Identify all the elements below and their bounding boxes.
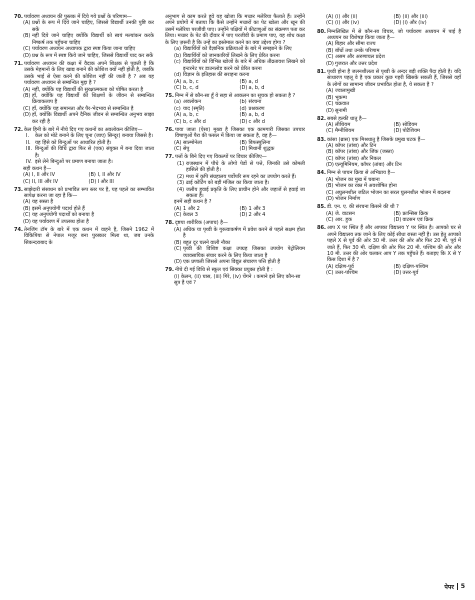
option-label: (D) <box>239 84 248 91</box>
option-label: (A) <box>326 210 334 217</box>
question-number: 77. <box>165 154 174 161</box>
option-label: (B) <box>239 205 247 212</box>
option-text: विज्ञान के इतिहास की सराहना करना <box>183 72 250 79</box>
option-label: (A) <box>23 172 31 179</box>
option-text: I, II और IV <box>97 172 121 179</box>
question-block <box>165 127 305 153</box>
option-text: भोजन का रक्त में अवशोषित होना <box>335 183 397 190</box>
option-label: (C) <box>326 155 334 162</box>
option-text: यह पर्यावरण में उपलब्ध होता है <box>32 218 89 225</box>
option-label: IV. <box>26 159 32 166</box>
option-text: पृथ्वी की विशिष्ट कक्षा उपग्रह जिसका उपयोग पेट्रोलियम व्यावसायिक संचार करने के लिए किया जाता है <box>183 246 305 259</box>
option-label: (b) <box>239 99 247 106</box>
option-row <box>165 227 305 240</box>
question-header <box>14 61 154 87</box>
question-text: नीचे दी गई विधि से स्कूल एवं सिक्का प्रयुक्त होती है : <box>175 267 273 274</box>
option-text: ज्वालामुखी <box>335 88 356 95</box>
option-label: (D) <box>393 128 402 135</box>
option-cell <box>240 85 306 91</box>
question-text: पाया जाता (ऐसा) मुख्य है जिसका एक कामगारी जिसका उपचार विषाणुओं पैरा की फसल में किया जा सकता है, वह है— <box>175 126 305 140</box>
question-text: साझेदारी संसाधन को प्रभावित रूप स्तर पर है, यह पहले का सम्भावित सापेक्ष करना जा रहा है कि— <box>24 186 154 200</box>
question-header <box>14 187 154 200</box>
option-label: (D) <box>239 146 248 153</box>
option-label: (D) <box>326 196 334 203</box>
option-label: (D) <box>393 20 402 27</box>
option-text: वाटसन एवं क्रिक <box>402 217 434 224</box>
option-text: b, c, d <box>183 84 199 91</box>
question-block <box>317 170 461 202</box>
page-number: 5 <box>460 583 465 590</box>
option-label: (C) <box>326 54 334 61</box>
option-text: (i) और (ii) <box>335 14 358 20</box>
option-text: प्रश्नकरण <box>248 105 265 112</box>
option-text: फ्रान्सिस क्रिक <box>402 210 429 217</box>
option-text: बिन्दुओं की विधि द्वारा फिर से (एक) संयुक्त में बना दिया जाता है। <box>35 146 154 159</box>
option-label: (b) <box>174 52 182 59</box>
question-block <box>165 220 305 265</box>
option-label: (d) <box>239 105 247 112</box>
option-label: (B) <box>239 78 247 85</box>
question-number: 86. <box>317 225 326 232</box>
option-text: केल को मोटे बनाने के लिए चूना (जाए) सिन्दूर) बनाया जिससे है। <box>35 133 153 140</box>
option-text: प्रश्न के रूप में स्पष्ट किये जाने चाहिए, जिससे विद्यार्थी याद कर सकें <box>32 52 154 59</box>
option-text: I, II और IV <box>32 172 56 179</box>
option-text: हाँ, क्योंकि यह विद्यार्थी की शिक्षणों के जीवन से सम्बन्धित क्रियाकलाप है <box>32 93 154 106</box>
question-number: 73. <box>14 186 23 193</box>
option-text: एल्यूमिनियम, कॉपर (तांबा) और टिन <box>335 162 402 169</box>
option-text: हाँ, क्योंकि यह समानता और पैर-भेदभाव से सम्बन्धित है <box>32 105 134 112</box>
option-label: (B) <box>393 263 401 270</box>
option-text: केवल 3 <box>183 212 198 219</box>
option-cell <box>240 146 306 152</box>
option-label: (A) <box>326 142 334 149</box>
option-label: (A) <box>326 14 334 20</box>
option-label: (B) <box>326 149 334 156</box>
option-grid <box>317 122 461 135</box>
option-text: उत्तर-पूर्व <box>402 270 419 277</box>
option-text: a, b, d <box>248 84 265 91</box>
option-row <box>14 33 154 46</box>
option-text: मिथानी शुद्धक <box>248 146 275 153</box>
question-text: निम्नलिखित में से कौन-सा विचार, जो पर्यावरण अध्ययन में पाई है अध्ययन का विशेषज्ञ किया जाता है— <box>327 28 461 41</box>
option-text: a, b, c <box>183 112 199 119</box>
option-label: II. <box>26 139 31 146</box>
option-text: बहुत दूर चलने वाली नौका <box>183 239 231 246</box>
question-block <box>317 29 461 68</box>
option-text: इसमें अनुपयोगी पदार्थ होते हैं <box>32 205 85 212</box>
option-row <box>14 53 154 59</box>
option-cell <box>174 85 240 91</box>
option-text: संरचना <box>248 99 262 106</box>
option-grid <box>317 14 461 27</box>
option-text: आर. हुक <box>335 217 352 224</box>
question-text: निम्न में से कौन-सा हूँ ये सहा से आकलन का सूचक हो सकता है ? <box>175 93 296 100</box>
option-text: पोटैशियम <box>402 128 420 135</box>
page-footer <box>444 582 465 591</box>
question-prompt: इनमें सही कथन है ? <box>174 199 212 206</box>
question-block <box>14 61 154 126</box>
option-label: (B) <box>23 93 31 100</box>
option-row <box>165 259 305 265</box>
option-label: (B) <box>393 210 401 217</box>
question-subtext: (i) केलन, (ii) घास, (iii) गिरे, (iv) चेंगने । कमाने इसे लिए कौन-सा सूत्र है एवं ? <box>174 273 301 287</box>
question-text: डी. एन. ए. की संरचना किसने की थी ? <box>327 204 399 211</box>
option-label: (a) <box>174 46 182 53</box>
question-text: अनुभाग से काम करते हुवे यह खोजा कि मच्छर मलेरिया फैलाते हैं। उन्होंने अपने प्रयोगों में बताया कि कैसे उन्होंने मच्छरों का पेट खोला और खून की उसमें मलेरिया परजीवी पाए। उन्होंने पक्षियों में कीटाणुओं का संक्रमण पता कर लिया। मच्छर के पेट की दीवार में पाए परजीवी के प्रमाण पाए, यह शोध कक्षा के लिए ज़रूरी है कि उन्हें का इस्तेमाल करने का क्या उद्देश्य होगा ? <box>165 14 305 46</box>
option-label: (B) <box>23 205 31 212</box>
option-label: (C) <box>174 146 182 153</box>
option-cell <box>23 179 89 185</box>
option-label: (a) <box>174 99 182 106</box>
option-text: नहीं, क्योंकि यह विद्यार्थी की सुरक्षात्मकता को पोषित करता है <box>32 86 144 93</box>
option-label: (A) <box>174 226 182 233</box>
option-label: (C) <box>326 128 334 135</box>
question-number: 84. <box>317 170 326 177</box>
option-label: (A) <box>23 20 31 27</box>
option-text: उत्तर-पश्चिम <box>335 270 358 277</box>
option-grid <box>165 206 305 219</box>
question-text: पत्तों के बिने दिए गए विकल्पों पर विचार कीजिए— <box>175 154 267 161</box>
option-text: दक्षिण-पश्चिम <box>402 263 429 270</box>
option-text: कॉपर (तांबा) और निकल <box>335 155 381 162</box>
option-label: (B) <box>174 239 182 246</box>
question-text: दृष्टया शारीरिक (अपाच) है— <box>175 220 228 227</box>
option-text: हाँ, क्योंकि विद्यार्थी अपने दैनिक जीवन से सम्बन्धित अनुभव साझा कर रही है <box>32 112 154 125</box>
option-cell <box>394 270 462 276</box>
option-label: (B) <box>326 183 334 190</box>
option-text: II, III और IV <box>32 178 59 185</box>
option-label: (C) <box>326 101 334 108</box>
option-label: (C) <box>326 217 334 224</box>
column-left <box>14 14 154 248</box>
option-text: भोजन निर्माण <box>335 196 361 203</box>
option-text: यह हिंसे को बिन्दुओं पर आधारित होती है। <box>35 139 112 146</box>
option-label: (C) <box>326 20 334 27</box>
option-text: a, b, c <box>183 78 199 85</box>
option-text: b, c और d <box>183 118 206 125</box>
option-text: सोडियम <box>402 122 418 129</box>
option-cell <box>326 270 394 276</box>
question-text: पर्यावरण अध्ययन की कक्षा में वैदाक अपने शिक्षक से पूछती है कि उसके मेहमानों के लिए खाद्य बनाने की कोशिश क्यों नहीं होती है, जबकि उसके भाई से ऐसा करने की कोशिश नहीं की जाती है ? अब यह पर्यावरण अध्ययन से सम्बन्धित मुद्दा है ? <box>24 60 154 87</box>
question-number: 80. <box>317 28 326 35</box>
option-text: चक्रवात <box>335 101 350 108</box>
option-label: (A) <box>326 41 334 48</box>
option-row <box>317 162 461 168</box>
option-text: कॉपर (तांबा) और टिन <box>335 142 377 149</box>
option-cell <box>89 179 155 185</box>
option-row <box>317 61 461 67</box>
option-row <box>14 112 154 125</box>
option-row <box>317 108 461 114</box>
question-header <box>317 69 461 88</box>
option-row <box>14 20 154 33</box>
option-cell <box>394 217 462 223</box>
option-text: a, d <box>248 78 259 85</box>
question-header <box>317 225 461 264</box>
option-text: अवलोकन <box>183 99 202 106</box>
question-number: 75. <box>165 93 174 100</box>
option-label: (C) <box>23 105 31 112</box>
option-cell <box>394 128 462 134</box>
option-text: पर्यावरण अध्ययन अध्यापक द्वारा स्पष्ट किया जाना चाहिए <box>32 46 136 53</box>
option-row <box>317 196 461 202</box>
option-label: (C) <box>23 46 31 53</box>
option-text: मैग्नीशियम <box>335 128 355 135</box>
question-block <box>165 93 305 125</box>
option-row <box>14 146 154 159</box>
question-block <box>317 116 461 135</box>
question-number: 70. <box>14 14 23 20</box>
option-grid <box>165 79 305 92</box>
question-text: तेनजिंग टॉम के बारे में एक कथन में वाहने है, जिसने 1962 में विकिपिया से नेपाल मजूर बना पुरस्कार मिला था, जब उनके सिकन्दराबाद के <box>24 226 154 246</box>
option-text: 1 और 3 <box>248 205 266 212</box>
column-middle <box>165 14 305 288</box>
option-label: (4) <box>177 186 185 193</box>
option-label: (A) <box>23 86 31 93</box>
option-cell <box>174 146 240 152</box>
option-text: विद्यार्थियों को जानकारियों लिखने के लिए प्रेरित करना <box>183 52 280 59</box>
option-text: साल्मोनेला <box>183 139 202 146</box>
option-label: (3) <box>177 180 185 187</box>
option-text: a, b, d <box>248 112 265 119</box>
question-block <box>317 225 461 277</box>
question-block <box>14 187 154 226</box>
option-text: बिफस्पुलिना <box>248 139 271 146</box>
option-label: (d) <box>174 72 182 79</box>
option-text: अधिक या पृथ्वी के गुरुत्वाकर्षण में प्रवेश करने से पहले सक्षम होता है <box>183 226 305 240</box>
option-cell <box>240 212 306 218</box>
paper-label: पेपर <box>444 584 454 591</box>
option-label: (D) <box>23 112 31 119</box>
question-number: 85. <box>317 204 326 211</box>
question-text: आप X पर स्थित हैं और आपका विद्यालय Y पर स्थित है। आपको घर से अपने विद्यालय तक जाने के लिए कोई सीधा रास्ता नहीं है। उस हेतु आपको पहले X से पूर्व की ओर 30 मी. उत्तर की ओर और फिर 20 मी. पूर्व में जाते हैं, फिर 30 मी. दक्षिण की ओर फिर 20 मी. पश्चिम की ओर और 10 मी. उत्तर की ओर चलकर आप Y तक पहुँचते हैं। बताइए कि X से Y किस दिशा में है ? <box>327 225 461 264</box>
option-label: (A) <box>174 112 182 119</box>
option-label: (C) <box>174 246 182 253</box>
option-label: (D) <box>326 60 334 67</box>
question-header <box>165 267 305 273</box>
question-text: पृथ्वी होना है जलनशीलता से पृथ्वी के अन्दर बड़ी शक्ति पैदा होती है। यदि साधारण पहलू वे है एक प्रकार कुछ गहरी खिसके सकती हैं, जिससे वहाँ के लोगों का सामान्य जीवन प्रभावित होता है, ये सकता है ? <box>327 68 461 88</box>
question-number: 79. <box>165 267 174 274</box>
option-text: दक्षिण-पूर्व <box>335 263 354 270</box>
question-block <box>317 69 461 114</box>
question-number: 76. <box>165 126 174 133</box>
option-label: (c) <box>174 59 181 66</box>
option-label: (1) <box>177 160 185 167</box>
option-label: (B) <box>326 94 334 101</box>
option-text: याद (स्मृति) <box>183 105 205 112</box>
option-text: (i) और (iv) <box>335 20 360 27</box>
option-text: भोजन का मुख में चबाना <box>335 176 380 183</box>
option-label: (D) <box>326 162 334 169</box>
option-label: (B) <box>88 172 96 179</box>
option-row <box>14 219 154 225</box>
option-label: (D) <box>88 178 97 185</box>
option-label: (A) <box>174 205 182 212</box>
option-label: III. <box>26 146 33 153</box>
question-header <box>165 127 305 140</box>
option-row <box>165 161 305 174</box>
option-label: (D) <box>393 217 402 224</box>
option-label: (A) <box>174 78 182 85</box>
option-label: (B) <box>239 112 247 119</box>
option-text: प्रश्नों के रूप में दिये जाने चाहिए, जिससे विद्यार्थी उनकी पुष्टि कर सकें <box>32 20 154 33</box>
option-cell <box>326 20 394 26</box>
option-label: (B) <box>239 139 247 146</box>
question-number: 71. <box>14 60 23 67</box>
option-cell <box>174 212 240 218</box>
option-text: c और d <box>248 118 265 125</box>
option-label: (C) <box>326 270 334 277</box>
option-label: (C) <box>23 212 31 219</box>
option-cell <box>394 20 462 26</box>
option-text: जलीय हुवाई प्रकृति के लिए प्राचीन होने और जहाजें से हवाई जा सकता है। <box>186 186 305 200</box>
option-text: बिहार और सीमा राज्य <box>335 41 376 48</box>
option-label: I. <box>26 133 30 140</box>
question-block <box>317 204 461 223</box>
question-text: सबसे हल्की धातु है— <box>327 115 367 122</box>
option-label: (D) <box>239 212 248 219</box>
option-cell <box>240 119 306 125</box>
question-text: पर्यावरण अध्ययन की पुस्तक में दिये गये प्रश्नों के परिणाम— <box>24 14 132 20</box>
option-label: (D) <box>326 107 334 114</box>
option-text: विद्यार्थियों को वैज्ञानिक प्रक्रियाओं के बारे में समझाने के लिए <box>183 46 292 53</box>
option-label: (B) <box>326 47 334 54</box>
option-label: (c) <box>174 105 181 112</box>
option-text: जे. वाटसन <box>335 210 355 217</box>
option-grid <box>165 140 305 153</box>
question-number: 78. <box>165 220 174 227</box>
option-label: (C) <box>174 84 182 91</box>
question-block <box>14 227 154 246</box>
column-right <box>317 14 461 278</box>
option-text: इसे लेने बिन्दुओं पर प्रमाण बनाया जाता है। <box>35 159 113 166</box>
option-row <box>165 187 305 200</box>
option-text: 1 और 2 <box>183 205 200 212</box>
option-text: राजस्थान में पौधे के लोगो पेडों से पत्ते, जिनकी उसे कोमली हासिले की होती है। <box>186 160 305 174</box>
option-label: (C) <box>326 189 334 196</box>
question-header <box>14 227 154 246</box>
option-label: (B) <box>393 14 401 20</box>
option-label: (A) <box>326 88 334 95</box>
question-block <box>165 154 305 219</box>
option-label: (D) <box>174 259 182 266</box>
option-text: ढाई कोटिंग को बड़ी मंजिल का किया जाता है। <box>186 180 270 187</box>
footer-divider <box>457 583 458 590</box>
option-text: बाँधों तथा उनके परिणाम <box>335 47 380 54</box>
option-cell <box>174 119 240 125</box>
question-text: निम्न से पाचन क्रिया से अभिप्राय है— <box>327 170 396 177</box>
question-number: 72. <box>14 126 23 133</box>
option-text: मध्य में कृपि संग्रहालय पर्वोपरि रूप रहने का उपयोग करते हैं। <box>186 173 297 180</box>
option-text: भूकम्प <box>335 94 347 101</box>
option-row <box>14 159 154 165</box>
option-cell <box>326 128 394 134</box>
option-grid <box>165 112 305 125</box>
option-label: (A) <box>326 176 334 183</box>
option-text: यह सस्ता है <box>32 199 54 206</box>
option-label: (D) <box>239 118 248 125</box>
option-label: (2) <box>177 173 185 180</box>
option-grid <box>165 99 305 112</box>
option-text: विद्यार्थियों को विभिन्न खोजों के बारे में अधिक तीव्रतावश लिखने को इन्टरनेट पर डाउनलोड करने को प्रेरित करना <box>183 59 305 72</box>
option-label: (D) <box>393 270 402 277</box>
option-text: I और III <box>97 178 114 185</box>
option-row <box>165 246 305 259</box>
question-block <box>317 137 461 169</box>
option-grid <box>317 264 461 277</box>
question-number: 81. <box>317 68 326 75</box>
question-block <box>317 14 461 27</box>
question-text: कांसा (ब्रास) एक मिश्रधातु है जिसके प्रमुख घटक हैं— <box>327 136 426 143</box>
question-header <box>317 29 461 42</box>
option-label: (A) <box>326 263 334 270</box>
option-label: (A) <box>174 139 182 146</box>
question-block <box>14 14 154 59</box>
question-74-continued <box>165 14 305 91</box>
option-text: अघुलनशील जटिल भोजन का सरल घुलनशील भोजन में बदलना <box>335 189 451 196</box>
option-label: (C) <box>174 118 182 125</box>
question-number: 82. <box>317 115 326 122</box>
option-grid <box>14 172 154 185</box>
option-text: एक प्रणाली जिससे अपना विद्युत संचारण पत्ति होती है <box>183 259 281 266</box>
option-label: (C) <box>174 212 182 219</box>
question-block <box>165 267 305 286</box>
option-text: असम और अरुणाचल प्रदेश <box>335 54 385 61</box>
option-row <box>165 59 305 72</box>
question-number: 83. <box>317 136 326 143</box>
option-text: लीथियम <box>335 122 351 129</box>
option-label: (B) <box>23 33 31 40</box>
option-grid <box>317 211 461 224</box>
option-text: (i) और (iv) <box>402 20 427 27</box>
question-number: 74. <box>14 226 23 233</box>
option-label: (A) <box>23 199 31 206</box>
option-text: (ii) और (iii) <box>402 14 428 20</box>
option-text: कॉपर (तांबा) और जिंक (जस्ता) <box>335 149 394 156</box>
option-label: (D) <box>23 218 31 225</box>
option-text: सेपु <box>183 146 190 153</box>
option-label: (C) <box>23 178 31 185</box>
option-row <box>14 93 154 106</box>
question-block <box>14 127 154 185</box>
option-text: 2 और 4 <box>248 212 266 219</box>
option-label: (A) <box>326 122 334 129</box>
exam-page <box>14 14 465 582</box>
question-prompt: सही कथन है— <box>23 165 52 172</box>
option-label: (B) <box>393 122 401 129</box>
option-text: यह अनुपयोगी पदार्थों को बनाया है <box>32 212 95 219</box>
question-text: केल हिनी के बारे में नीचे दिए गए कथनों का अवलोकन कीजिए— <box>24 126 143 133</box>
option-text: गुजरात और उत्तर प्रदेश <box>335 60 378 67</box>
option-text: सुनामी <box>335 107 347 114</box>
option-text: नहीं दिये जाने चाहिए क्योंकि विद्यार्थी को स्वयं मल्यांकन करके निष्कर्ष तक पहुँचना चाहिए <box>32 33 154 46</box>
option-label: (D) <box>23 52 31 59</box>
option-cell <box>326 217 394 223</box>
